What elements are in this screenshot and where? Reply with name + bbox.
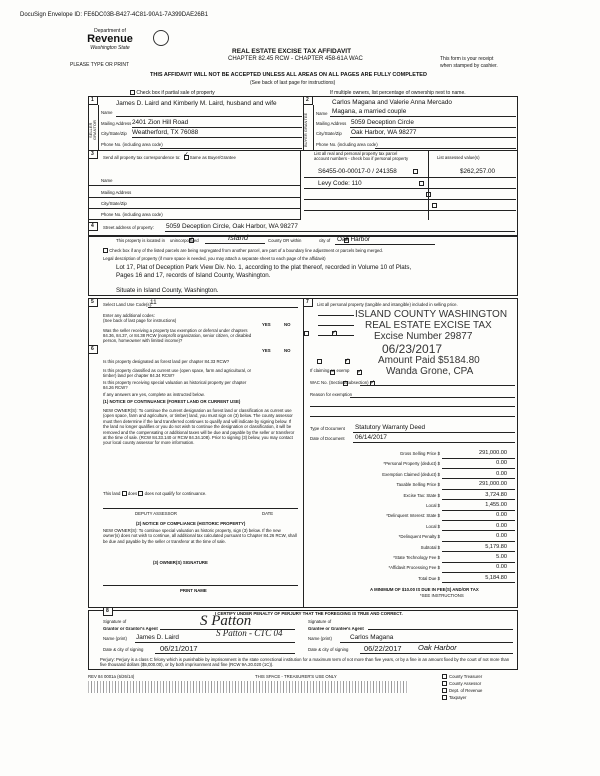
underline <box>304 177 516 178</box>
section-5-num: 5 <box>91 299 94 305</box>
calc-underline <box>442 510 515 511</box>
doc-date[interactable]: 06/14/2017 <box>355 434 387 441</box>
levy-code[interactable]: Levy Code: 110 <box>318 180 362 187</box>
grantor-sig-note: S Patton - CTC 04 <box>216 628 283 638</box>
deputy-assessor: DEPUTY ASSESSOR <box>135 511 177 516</box>
underline <box>165 231 515 232</box>
seller-name[interactable]: James D. Laird and Kimberly M. Laird, husband and wife <box>116 100 277 107</box>
dept-line3: Washington State <box>90 45 130 51</box>
s1-city-label: City/State/Zip <box>101 131 127 136</box>
calc-underline <box>442 572 515 573</box>
calc-label: *State Technology Fee $ <box>393 555 440 560</box>
underline <box>155 653 295 654</box>
calc-label: Subtotal $ <box>420 544 440 550</box>
claiming-exemption: If claiming an exemp <box>310 368 350 373</box>
footer-checkbox[interactable] <box>442 695 447 700</box>
grantor-name-label: Name (print) <box>103 636 127 641</box>
underline <box>318 325 354 326</box>
notice1-title: (1) NOTICE OF CONTINUANCE (FOREST LAND OR CURRENT USE) <box>103 399 241 404</box>
parcel-personal-checkbox[interactable] <box>413 169 418 174</box>
seller-city[interactable]: Weatherford, TX 76088 <box>132 129 199 136</box>
divider <box>303 298 304 608</box>
city-value[interactable]: Oak Harbor <box>337 236 371 243</box>
underline <box>116 116 302 117</box>
s2-name-label: Name <box>316 111 328 116</box>
underline <box>350 397 515 398</box>
stamp-name: Wanda Grone, CPA <box>386 366 474 377</box>
dept-line1: Department of <box>94 28 126 34</box>
section-1-num: 1 <box>91 97 94 103</box>
divider <box>88 150 518 151</box>
legal-desc-3[interactable]: Situate in Island County, Washington. <box>116 287 219 294</box>
no-header: NO <box>284 322 291 327</box>
underline <box>353 432 515 433</box>
underline <box>310 406 515 407</box>
s6-q2-no[interactable] <box>357 370 362 375</box>
parcel-header1: List all real and personal property tax parcel <box>314 151 398 156</box>
partial-sale-checkbox[interactable] <box>130 90 135 95</box>
partial-sale: Check box if partial sale of property <box>130 90 215 96</box>
sig-label-grantee: Signature of <box>308 619 332 624</box>
located-label: This property is located in <box>116 238 165 243</box>
assessed-header: List assessed value(s) <box>437 155 480 160</box>
grantor-name[interactable]: James D. Laird <box>136 634 179 641</box>
underline <box>132 127 302 128</box>
underline <box>310 416 515 417</box>
owner-signature: (3) OWNER(S) SIGNATURE <box>153 560 208 565</box>
deputy-date: DATE <box>262 511 274 516</box>
see-instructions: *SEE INSTRUCTIONS <box>420 593 464 598</box>
s3-label: Send all property tax correspondence to: ✓ Same as Buyer/Grantee <box>103 155 236 160</box>
footer-checkbox-label: County Treasurer <box>449 674 483 679</box>
receipt-note1: This form is your receipt <box>440 56 494 62</box>
section-4-num: 4 <box>91 223 94 229</box>
s2-city-label: City/State/Zip <box>316 131 342 136</box>
stamp-line2: REAL ESTATE EXCISE TAX <box>365 320 492 331</box>
buyer-name-line1[interactable]: Carlos Magana and Valerie Anna Mercado <box>332 99 452 106</box>
s3-mailing-label: Mailing Address <box>101 190 132 195</box>
print-name: PRINT NAME <box>180 588 207 593</box>
s5-q1-yes[interactable] <box>304 331 309 336</box>
s7-label: List all personal property (tangible and intangible) included in selling price. <box>317 302 458 307</box>
land-qualify: This land does does not qualify for continuance. <box>103 491 207 496</box>
levy-checkbox[interactable] <box>419 181 424 186</box>
form-title: REAL ESTATE EXCISE TAX AFFIDAVIT <box>232 48 352 55</box>
s1-phone-label: Phone No. (including area code) <box>101 142 163 147</box>
additional-codes: Enter any additional codes: <box>103 313 155 318</box>
grantee-agent-label: Grantee or Grantee's Agent <box>308 626 364 631</box>
assessed-value[interactable]: $262,257.00 <box>460 168 496 175</box>
perjury-note: Perjury: Perjury is a class C felony which is punishable by imprisonment in the state correctional institution for a maximum term of not more than five years, or by a fine in an amount fixed by the court of not more than five thousand dollars ($5,000.00), or by both imprisonment and fine (RCW 9A.20.020 (1C)). <box>100 657 510 668</box>
footer-checkbox[interactable] <box>442 674 447 679</box>
underline <box>88 208 300 209</box>
legal-desc-1[interactable]: Lot 17, Plat of Deception Park View Div. No. 1, according to the plat thereof, recorded in Volume 10 of Plats, <box>116 264 412 271</box>
footer-checkbox-label: County Assessor <box>449 681 482 686</box>
parcel-header2: account numbers - check box if personal property <box>314 156 409 161</box>
calc-value[interactable]: 0.00 <box>496 460 507 467</box>
calc-underline <box>442 551 515 552</box>
calc-label: *Affidavit Processing Fee $ <box>388 565 440 571</box>
calc-underline <box>442 530 515 531</box>
section-3-num: 3 <box>91 151 94 157</box>
notice2-body: NEW OWNER(S): To continue special valuation as historic property, sign (3) below. If the new owner(s) does not wish to continue, all additional tax calculated pursuant to Chapter 84.26 RCW, shall be due and payable by the seller or transferor at the time of sale. <box>103 528 297 544</box>
envelope-id: DocuSign Envelope ID: FE6DC03B-B427-4C81-90A1-7A399DAE26B1 <box>20 12 209 18</box>
calc-value[interactable]: 291,000.00 <box>479 450 507 456</box>
underline <box>375 148 516 149</box>
section-2-num: 2 <box>306 97 309 103</box>
s6-q1: Is this property designated as forest land per chapter 84.33 RCW? <box>103 359 230 364</box>
calc-value[interactable]: 291,000.00 <box>479 481 507 488</box>
calc-label: Taxable Selling Price $ <box>396 482 440 488</box>
calc-underline <box>442 489 515 490</box>
s3-name-label: Name <box>101 178 113 183</box>
grantor-date-label: Date & city of signing <box>103 647 144 652</box>
calc-label: *Personal Property (deduct) $ <box>383 461 440 467</box>
if-any: If any answers are yes, complete as instructed below. <box>103 392 205 397</box>
grantee-date-label: Date & city of signing <box>308 647 349 652</box>
s3-city-label: City/State/Zip <box>101 201 127 206</box>
underline <box>103 508 298 509</box>
section-8-num: 8 <box>106 608 109 614</box>
s6-q3: Is this property receiving special valuation as historical property per chapter 84.26 RCW? <box>103 380 247 390</box>
parcel-4-checkbox[interactable] <box>432 203 437 208</box>
wac-label: WAC No. (Section/Subsection) <box>310 380 369 385</box>
calc-value[interactable]: 5,184.80 <box>485 574 507 581</box>
buyer-name-line2[interactable]: Magana, a married couple <box>332 108 407 115</box>
notice2-title: (2) NOTICE OF COMPLIANCE (HISTORIC PROPERTY) <box>136 521 246 526</box>
s5-q1: Was the seller receiving a property tax exemption or deferral under chapters 84.36, 84.37, or 84.38 RCW (nonprofit organization, senior citizen, or disabled person, homeowner with limited income)? <box>103 328 252 343</box>
calc-label: Local $ <box>426 503 440 508</box>
underline <box>335 244 435 245</box>
state-seal-icon <box>153 30 169 46</box>
underline <box>318 315 354 316</box>
land-use-label: Select Land Use Code(s): <box>103 302 153 307</box>
legal-desc-2[interactable]: Pages 16 and 17, records of Island County, Washington. <box>116 272 271 279</box>
calc-value[interactable]: 0.00 <box>496 564 507 571</box>
calc-underline <box>442 520 515 521</box>
underline <box>318 335 354 336</box>
underline <box>135 642 295 643</box>
see-back: (See back of last page for instructions) <box>103 318 177 323</box>
section-7-num: 7 <box>306 299 309 305</box>
underline <box>88 197 300 198</box>
dept-line2: Revenue <box>87 33 133 45</box>
notice1-body: NEW OWNER(S): To continue the current designation as forest land or classification as current use (open space, farm and agriculture, or timber) land, you must sign on (3) below. The county assessor must then determine if the land transferred continues to qualify and will indicate by signing below. If the land no longer qualifies or you do not wish to continue the designation or classification, it will be removed and the compensating or additional taxes will be due and payable by the seller or transferor at the time of sale. (RCW 84.33.140 or RCW 84.34.108). Prior to signing (3) below, you may contact your local county assessor for more information. <box>103 408 295 446</box>
footer-checkbox-row <box>442 681 481 686</box>
calc-label: Excise Tax: State $ <box>403 492 440 498</box>
underline <box>103 585 298 586</box>
minimum-due: A MINIMUM OF $10.00 IS DUE IN FEE(S) AND/OR TAX <box>370 587 479 592</box>
underline <box>330 116 516 117</box>
county-label: County OR within <box>268 238 302 243</box>
calc-value[interactable]: 0.00 <box>496 470 507 477</box>
s2-mailing-label: Mailing Address <box>316 121 347 126</box>
grantor-agent-label: Grantor or Grantor's Agent <box>103 626 158 631</box>
multiple-owners: If multiple owners, list percentage of ownership next to name. <box>330 90 466 96</box>
segregated-row: Check box if any of the listed parcels are being segregated from another parcel, are part of a boundary line adjustment or parcels being merged. <box>103 248 383 253</box>
calc-label: Gross Selling Price $ <box>399 451 440 456</box>
seller-mailing[interactable]: 2401 Zion Hill Road <box>132 119 189 126</box>
underline <box>353 442 515 443</box>
grantee-date[interactable]: 06/22/2017 <box>364 644 402 653</box>
receipt-note2: when stamped by cashier. <box>440 63 498 69</box>
section-6-num: 6 <box>91 346 94 352</box>
footer-checkbox-row <box>442 688 482 693</box>
grantee-city[interactable]: Oak Harbor <box>418 643 457 652</box>
does-checkbox[interactable] <box>122 491 127 496</box>
doc-date-label: Date of Document <box>310 436 345 441</box>
warning-sub: (See back of last page for instructions) <box>250 80 336 86</box>
calc-value[interactable]: 0.00 <box>496 522 507 529</box>
underline <box>360 653 513 654</box>
treasurer-use: THIS SPACE - TREASURER'S USE ONLY <box>255 674 337 679</box>
grantor-signature[interactable]: S Patton <box>200 613 252 629</box>
calc-underline <box>442 541 515 542</box>
treasurer-barcode-area <box>88 681 408 693</box>
doc-type-label: Type of Document <box>310 426 345 431</box>
calc-underline <box>442 468 515 469</box>
s1-name-label: Name <box>101 110 113 115</box>
does-not-checkbox[interactable] <box>138 491 143 496</box>
seller-side-label: SELLER GRANTOR <box>88 120 97 140</box>
underline <box>88 185 300 186</box>
underline <box>205 243 265 244</box>
parcel-3-checkbox[interactable] <box>426 192 431 197</box>
divider <box>98 105 99 150</box>
calc-label: Exemption Claimed (deduct) $ <box>382 471 440 477</box>
doc-type[interactable]: Statutory Warranty Deed <box>355 424 426 431</box>
segregated-checkbox[interactable] <box>103 248 108 253</box>
stamp-amount: Amount Paid $5184.80 <box>378 355 480 366</box>
calc-value[interactable]: 0.00 <box>496 512 507 519</box>
underline <box>350 127 516 128</box>
calc-underline <box>442 478 515 479</box>
footer-checkbox-row <box>442 674 482 679</box>
calc-value[interactable]: 5.00 <box>496 554 507 560</box>
calc-label: *Delinquent Interest: State $ <box>386 513 440 519</box>
land-use-code[interactable]: 11 <box>150 299 157 306</box>
stamp-line1: ISLAND COUNTY WASHINGTON <box>355 309 508 320</box>
underline <box>304 199 516 200</box>
county-handwritten[interactable]: Island <box>228 233 249 242</box>
divider <box>300 150 301 220</box>
underline <box>368 629 513 630</box>
grantee-name-label: Name (print) <box>308 636 332 641</box>
s6-q2: Is this property classified as current use (open space, farm and agricultural, or timber) land per chapter 84.34 RCW? <box>103 368 252 378</box>
calc-underline <box>442 562 515 563</box>
calc-label: Total Due $ <box>418 575 440 581</box>
footer-checkbox[interactable] <box>442 688 447 693</box>
calc-value[interactable]: 1,455.00 <box>485 502 507 508</box>
underline <box>350 137 516 138</box>
s3-phone-label: Phone No. (including area code) <box>101 212 163 217</box>
underline <box>88 219 300 220</box>
dept-logo <box>70 28 150 51</box>
underline <box>304 210 516 211</box>
s2-phone-label: Phone No. (including area code) <box>316 142 378 147</box>
calc-underline <box>442 499 515 500</box>
s6-q1-no[interactable] <box>345 359 350 364</box>
underline <box>148 307 298 308</box>
yes-header: YES <box>262 322 271 327</box>
buyer-mailing[interactable]: 5059 Deception Circle <box>351 119 414 126</box>
certify: I CERTIFY UNDER PENALTY OF PERJURY THAT THE FOREGOING IS TRUE AND CORRECT. <box>215 611 403 616</box>
buyer-city[interactable]: Oak Harbor, WA 98277 <box>351 129 417 136</box>
no-header-2: NO <box>284 348 291 353</box>
legal-label: Legal description of property (if more space is needed, you may attach a separate sheet to each page of the affidavit) <box>103 256 326 261</box>
grantee-name[interactable]: Carlos Magana <box>350 634 394 641</box>
underline <box>160 148 302 149</box>
please-type: PLEASE TYPE OR PRINT <box>70 62 130 68</box>
city-of-label: city of <box>319 238 331 243</box>
s6-q1-yes[interactable] <box>317 359 322 364</box>
calc-label: Local $ <box>426 523 440 529</box>
buyer-side-label: BUYER GRANTEE <box>303 112 308 148</box>
footer-checkbox-label: Taxpayer <box>449 695 467 700</box>
street-label: Street address of property: <box>103 225 154 230</box>
calc-value[interactable]: 0.00 <box>496 533 507 540</box>
calc-underline <box>442 582 515 583</box>
unincorporated-label: unincorporated <box>170 238 199 243</box>
form-chapter: CHAPTER 82.45 RCW - CHAPTER 458-61A WAC <box>228 56 363 62</box>
underline <box>132 137 302 138</box>
divider <box>313 105 314 150</box>
reason-label: Reason for exemption <box>310 392 353 397</box>
calc-value[interactable]: 3,724.80 <box>485 491 507 498</box>
sig-label-grantor: Signature of <box>103 619 127 624</box>
calc-underline <box>442 458 515 459</box>
parcel-number[interactable]: S6455-00-00017-0 / 241358 <box>318 168 397 175</box>
calc-label: *Delinquent Penalty $ <box>398 534 440 540</box>
underline <box>360 385 515 386</box>
grantor-date[interactable]: 06/21/2017 <box>160 644 198 653</box>
yes-header-2: YES <box>262 348 271 353</box>
property-street[interactable]: 5059 Deception Circle, Oak Harbor, WA 98277 <box>166 223 298 230</box>
calc-value[interactable]: 5,179.80 <box>485 543 507 550</box>
stamp-line3: Excise Number 29877 <box>374 331 473 342</box>
footer-checkbox[interactable] <box>442 681 447 686</box>
rev-code: REV 84 0001a (6/26/14) <box>88 674 135 679</box>
footer-checkbox-label: Dept. of Revenue <box>449 688 483 693</box>
same-as-buyer-checkbox[interactable] <box>184 155 189 160</box>
footer-checkbox-row <box>442 695 466 700</box>
underline <box>304 188 516 189</box>
s1-mailing-label: Mailing Address <box>101 121 132 126</box>
warning: THIS AFFIDAVIT WILL NOT BE ACCEPTED UNLESS ALL AREAS ON ALL PAGES ARE FULLY COMPLETED <box>150 72 427 78</box>
stamp-date: 06/23/2017 <box>382 342 443 356</box>
